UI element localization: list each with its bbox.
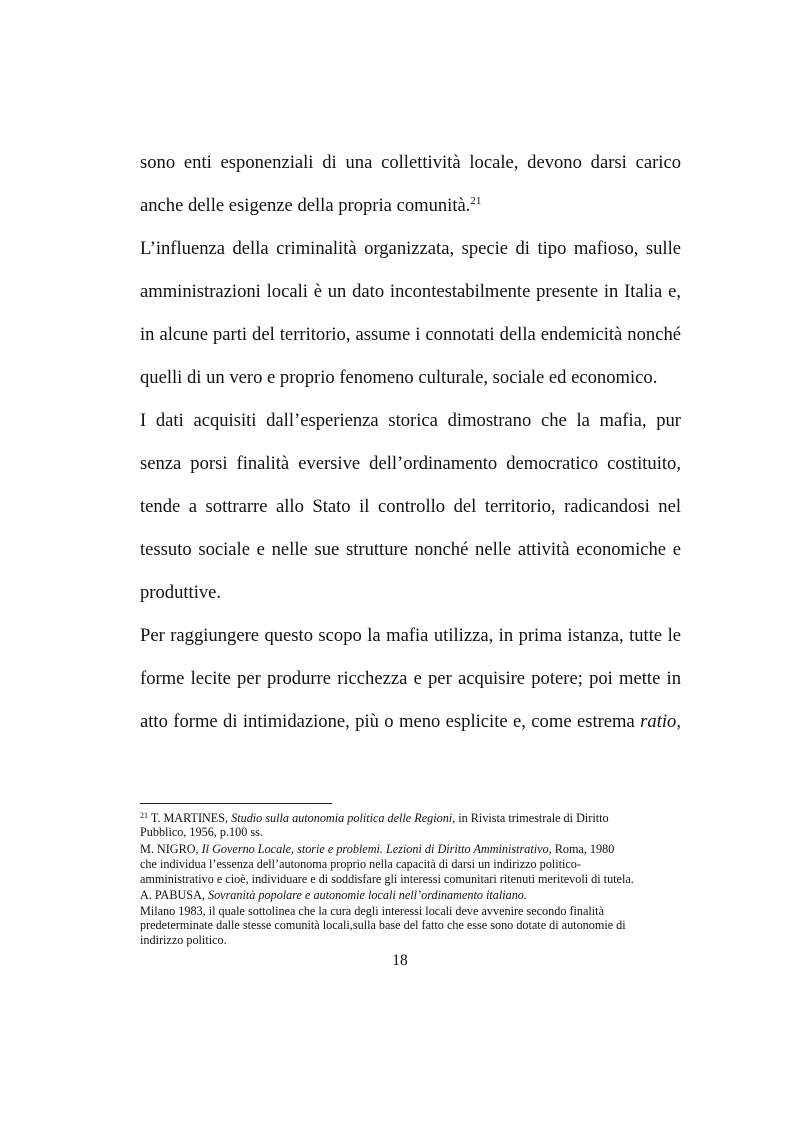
body-line-7: I dati acquisiti dall’esperienza storica dimostrano che la mafia, pur <box>140 410 681 431</box>
body-line-2 <box>140 195 681 217</box>
body-line-2-text: anche delle esigenze della propria comunità. <box>140 195 471 216</box>
body-line-14 <box>140 711 681 733</box>
footnote-line-2: Pubblico, 1956, p.100 ss. <box>140 825 263 839</box>
body-line-3: L’influenza della criminalità organizzata, specie di tipo mafioso, sulle <box>140 238 681 259</box>
ratio-italic: ratio <box>640 711 677 732</box>
footnote-3-rest: Roma, 1980 <box>551 842 615 856</box>
body-line-13: forme lecite per produrre ricchezza e per acquisire potere; poi mette in <box>140 668 681 689</box>
footnote-3-title: Il Governo Locale, storie e problemi. Lezioni di Diritto Amministrativo, <box>201 842 552 856</box>
body-line-14-comma: , <box>676 711 681 732</box>
footnote-line-8: predeterminate dalle stesse comunità locali,sulla base del fatto che esse sono dotate di autonomie di <box>140 918 626 932</box>
footnote-3-author: M. NIGRO, <box>140 842 202 856</box>
body-line-14-text: atto forme di intimidazione, più o meno esplicite e, come estrema <box>140 711 641 732</box>
body-line-10: tessuto sociale e nelle sue strutture nonché nelle attività economiche e <box>140 539 681 560</box>
footnote-line-5: amministrativo e cioè, individuare e di soddisfare gli interessi comunitari ritenuti meritevoli di tutela. <box>140 872 634 886</box>
footnote-1-title: Studio sulla autonomia politica delle Regioni <box>231 811 453 825</box>
footnote-reference: 21 <box>470 195 482 207</box>
body-line-5: in alcune parti del territorio, assume i connotati della endemicità nonché <box>140 324 681 345</box>
body-line-11: produttive. <box>140 582 222 603</box>
footnote-line-3 <box>140 842 685 856</box>
footnote-line-7: Milano 1983, il quale sottolinea che la cura degli interessi locali deve avvenire secondo finalità <box>140 904 604 918</box>
footnote-line-4: che individua l’essenza dell’autonoma proprio nella capacità di darsi un indirizzo politico- <box>140 857 581 871</box>
body-line-12: Per raggiungere questo scopo la mafia utilizza, in prima istanza, tutte le <box>140 625 681 646</box>
body-line-9: tende a sottrarre allo Stato il controllo del territorio, radicandosi nel <box>140 496 681 517</box>
footnote-6-title: Sovranità popolare e autonomie locali nell’ordinamento italiano. <box>207 888 527 902</box>
footnote-line-1 <box>140 811 685 825</box>
footnote-number: 21 <box>140 811 148 820</box>
footnote-6-author: A. PABUSA, <box>140 888 208 902</box>
body-line-4: amministrazioni locali è un dato incontestabilmente presente in Italia e, <box>140 281 681 302</box>
body-line-6: quelli di un vero e proprio fenomeno culturale, sociale ed economico. <box>140 367 658 388</box>
footnote-divider <box>140 803 332 804</box>
footnote-line-6 <box>140 888 685 902</box>
body-line-8: senza porsi finalità eversive dell’ordinamento democratico costituito, <box>140 453 681 474</box>
footnote-line-9: indirizzo politico. <box>140 933 227 947</box>
footnote-1-rest: , in Rivista trimestrale di Diritto <box>452 811 609 825</box>
footnote-1-author: T. MARTINES, <box>148 811 232 825</box>
body-line-1: sono enti esponenziali di una collettività locale, devono darsi carico <box>140 152 681 173</box>
page-number: 18 <box>392 952 408 969</box>
